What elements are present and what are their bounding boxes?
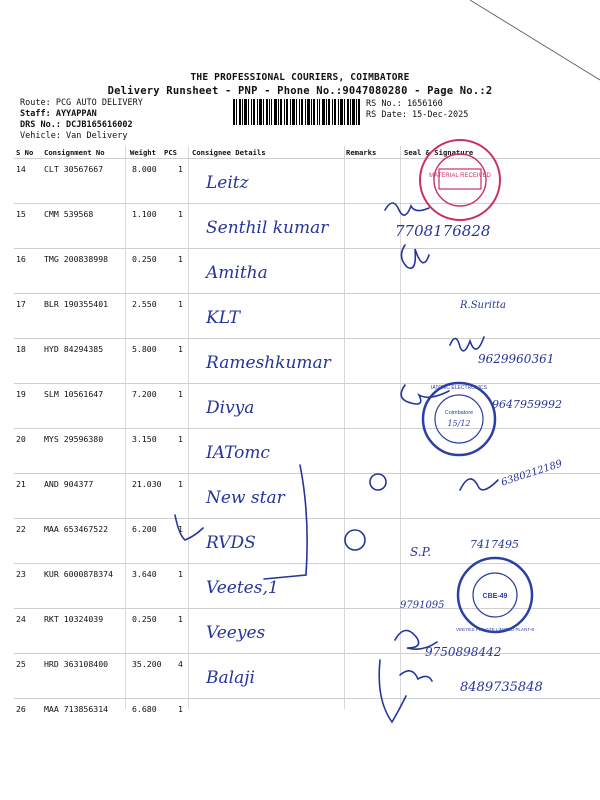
row-sno: 16 (16, 254, 26, 264)
row-sno: 15 (16, 209, 26, 219)
row-consignment: CMM 539568 (44, 209, 94, 219)
row-sno: 18 (16, 344, 26, 354)
stamp-date: 15/12 (447, 419, 471, 428)
row-weight: 0.250 (132, 254, 157, 264)
row-consignment: KUR 6000878374 (44, 569, 114, 579)
row-pcs: 1 (178, 524, 183, 534)
row-sno: 25 (16, 659, 26, 669)
row-consignment: TMG 200838998 (44, 254, 109, 264)
row-weight: 6.680 (132, 704, 157, 714)
row-consignee: Divya (206, 398, 255, 418)
row-pcs: 1 (178, 479, 183, 489)
row-sno: 22 (16, 524, 26, 534)
row-pcs: 1 (178, 569, 183, 579)
row-pcs: 1 (178, 164, 183, 174)
signature-mark (379, 660, 406, 722)
row-sno: 23 (16, 569, 26, 579)
col-pcs: PCS (164, 148, 177, 157)
row-pcs: 1 (178, 389, 183, 399)
row-consignee: KLT (206, 308, 240, 328)
row-weight: 7.200 (132, 389, 157, 399)
row-consignment: MAA 653467522 (44, 524, 109, 534)
handwritten-phone: 6380212189 (499, 458, 564, 489)
row-consignment: MAA 713856314 (44, 704, 109, 714)
row-weight: 35.200 (132, 659, 162, 669)
stamp-code: CBE-49 (482, 593, 508, 600)
row-consignment: SLM 10561647 (44, 389, 104, 399)
handwritten-phone: 9750898442 (425, 645, 502, 659)
handwritten-phone: 9647959992 (492, 398, 562, 411)
signature-mark (400, 671, 432, 681)
handwritten-phone: 9629960361 (478, 352, 555, 366)
row-consignment: HYD 84294385 (44, 344, 104, 354)
stamp-text: MATERIAL RECEIVED (429, 173, 491, 179)
row-sno: 26 (16, 704, 26, 714)
stamp-name: IATOMC ELECTRONICS (431, 385, 487, 391)
handwritten-phone: 9791095 (400, 600, 445, 611)
row-sno: 17 (16, 299, 26, 309)
staff-text: Staff: AYYAPPAN (20, 109, 97, 119)
rs-number: RS No.: 1656160 (366, 99, 443, 109)
row-consignment: BLR 190355401 (44, 299, 109, 309)
signature-mark (395, 630, 437, 649)
row-consignee: Amitha (206, 263, 268, 283)
row-pcs: 1 (178, 209, 183, 219)
handwritten-phone: 7417495 (470, 538, 519, 551)
row-consignee: Balaji (206, 668, 255, 688)
row-weight: 0.250 (132, 614, 157, 624)
handwritten-signature: S.P. (410, 545, 432, 559)
col-consignee: Consignee Details (192, 148, 266, 157)
row-weight: 8.000 (132, 164, 157, 174)
stamp-city: Coimbatore (444, 410, 474, 416)
row-pcs: 1 (178, 299, 183, 309)
vehicle-text: Vehicle: Van Delivery (20, 131, 128, 141)
row-consignment: MYS 29596380 (44, 434, 104, 444)
row-consignment: HRD 363108400 (44, 659, 109, 669)
drs-text: DRS No.: DCJB165616002 (20, 120, 133, 130)
col-remarks: Remarks (346, 148, 377, 157)
route-text: Route: PCG AUTO DELIVERY (20, 98, 143, 108)
signature-mark (401, 385, 449, 404)
signature-mark (450, 337, 484, 351)
handwritten-phone: 7708176828 (395, 222, 491, 240)
row-sno: 14 (16, 164, 26, 174)
bracket-mark (264, 465, 307, 579)
circle-mark (370, 474, 386, 490)
signature-mark (460, 479, 498, 490)
row-consignee: Veetes,1 (206, 578, 279, 598)
row-pcs: 1 (178, 704, 183, 714)
row-sno: 21 (16, 479, 26, 489)
col-weight: Weight (130, 148, 156, 157)
signature-mark (385, 203, 429, 215)
signature-mark (401, 245, 429, 268)
row-pcs: 1 (178, 434, 183, 444)
col-seal: Seal & Signature (404, 148, 474, 157)
row-pcs: 1 (178, 344, 183, 354)
row-sno: 19 (16, 389, 26, 399)
row-consignee: Senthil kumar (206, 218, 329, 238)
row-pcs: 1 (178, 614, 183, 624)
handwritten-signature: R.Suritta (460, 300, 506, 311)
row-consignee: Veeyes (206, 623, 266, 643)
stamp-company: VEEYES PRIVATE LIMITED PLANT-8 (456, 627, 534, 632)
circle-mark (345, 530, 365, 550)
row-consignee: RVDS (206, 533, 256, 553)
row-pcs: 1 (178, 254, 183, 264)
row-weight: 5.800 (132, 344, 157, 354)
row-weight: 6.200 (132, 524, 157, 534)
row-weight: 21.030 (132, 479, 162, 489)
rs-date: RS Date: 15-Dec-2025 (366, 110, 469, 120)
page-crease (470, 0, 600, 80)
row-weight: 2.550 (132, 299, 157, 309)
row-consignment: CLT 30567667 (44, 164, 104, 174)
row-sno: 20 (16, 434, 26, 444)
row-consignee: New star (206, 488, 285, 508)
handwritten-phone: 8489735848 (460, 680, 543, 695)
row-weight: 3.150 (132, 434, 157, 444)
row-weight: 3.640 (132, 569, 157, 579)
runsheet-title: Delivery Runsheet - PNP - Phone No.:9047080280 - Page No.:2 (107, 85, 493, 97)
row-consignee: IATomc (206, 443, 270, 463)
check-mark (175, 515, 203, 540)
row-consignee: Leitz (206, 173, 249, 193)
row-sno: 24 (16, 614, 26, 624)
col-consignment: Consignment No (44, 148, 105, 157)
row-consignment: AND 904377 (44, 479, 94, 489)
row-consignee: Rameshkumar (206, 353, 331, 373)
row-consignment: RKT 10324039 (44, 614, 104, 624)
row-weight: 1.100 (132, 209, 157, 219)
row-pcs: 4 (178, 659, 183, 669)
company-title: THE PROFESSIONAL COURIERS, COIMBATORE (190, 72, 410, 83)
col-sno: S No (16, 148, 34, 157)
